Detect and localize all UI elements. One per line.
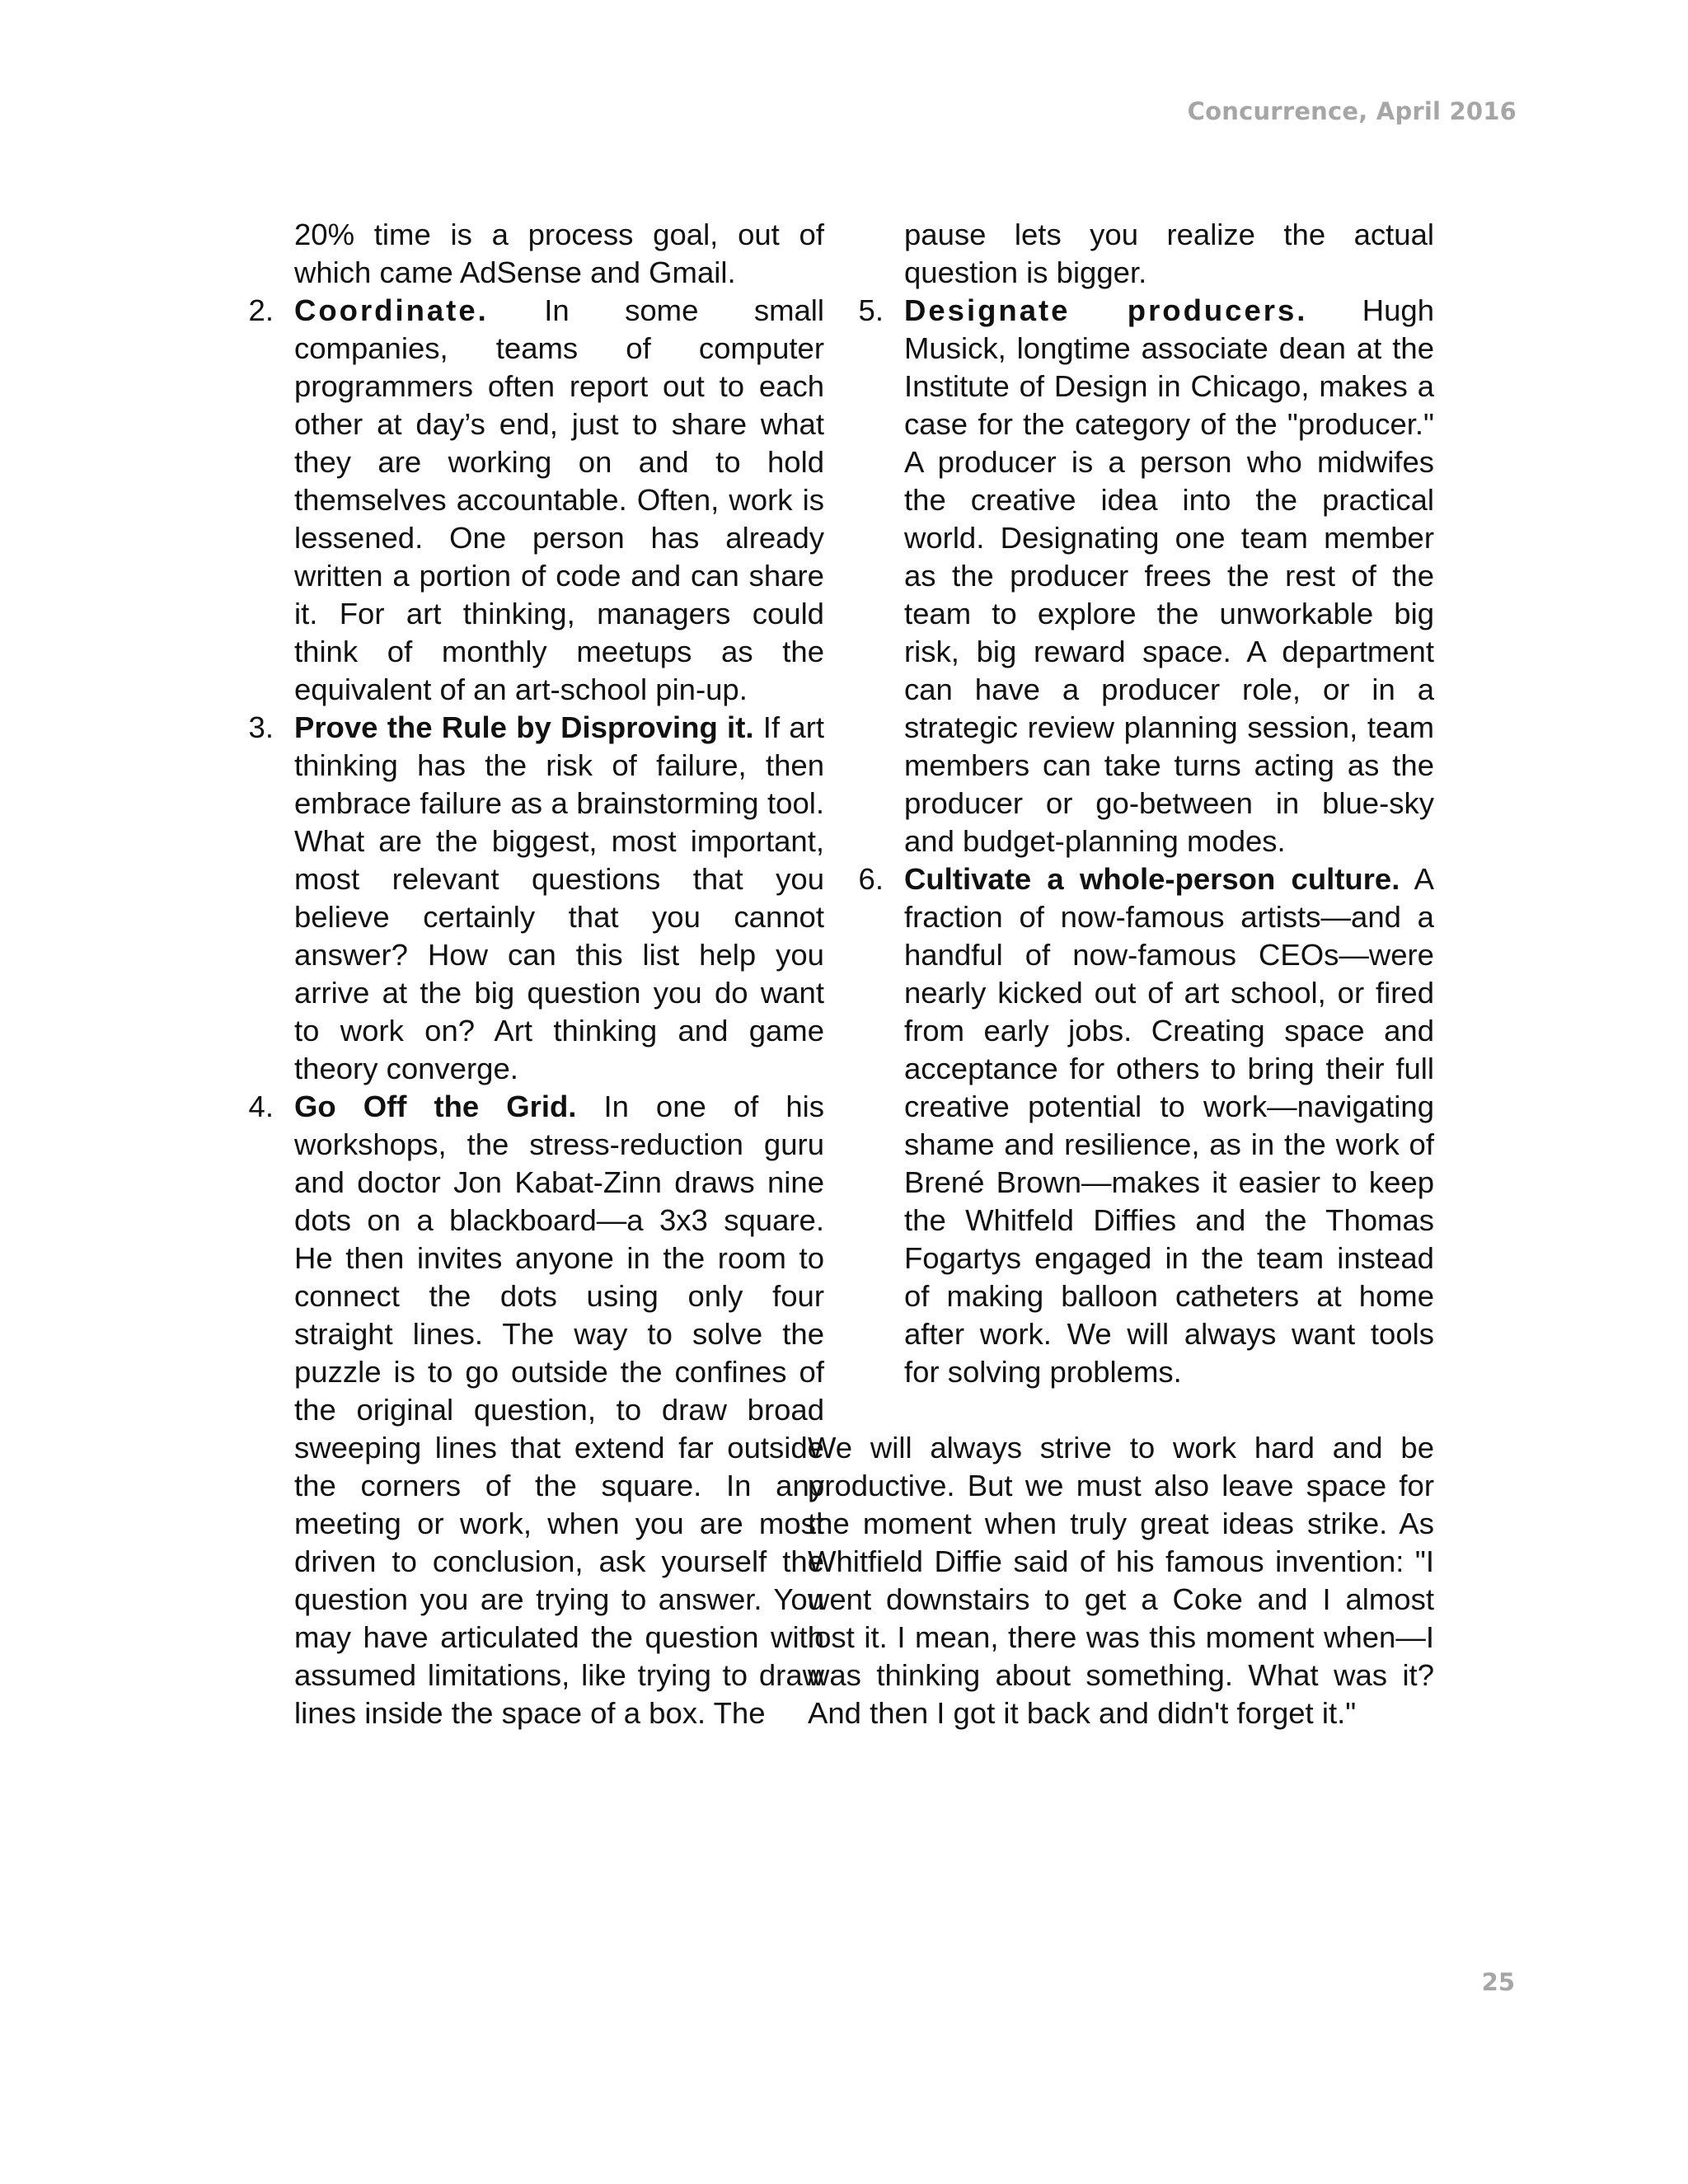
- list-item-3: [248, 709, 824, 1088]
- running-head: Concurrence, April 2016: [1187, 97, 1517, 125]
- item-heading: Go Off the Grid.: [294, 1090, 577, 1123]
- left-column: [248, 216, 824, 1732]
- item-body: Hugh Musick, longtime associate dean at the Institute of Design in Chicago, makes a case for the category of the "producer." A producer is a person who midwifes the creative idea into the practical world. Designating one team member as the producer frees the rest of the team to explore the unworkable big risk, big reward space. A department can have a producer role, or in a strategic review planning session, team members can take turns acting as the producer or go-between in blue-sky and budget-planning modes.: [904, 293, 1434, 858]
- list-number: 5.: [858, 293, 884, 327]
- list-number: 3.: [248, 710, 274, 744]
- item-body: A fraction of now-famous artists—and a handful of now-famous CEOs—were nearly kicked out of art school, or fired from early jobs. Creating space and acceptance for others to bring their full creative potential to work—navigating shame and resilience, as in the work of Brené Brown—makes it easier to keep the Whitfeld Diffies and the Thomas Fogartys engaged in the team instead of making balloon catheters at home after work. We will always want tools for solving problems.: [904, 862, 1434, 1389]
- list-number: 2.: [248, 293, 274, 327]
- list-number: 6.: [858, 862, 884, 896]
- item-heading: Designate producers.: [904, 293, 1308, 327]
- list-item-6: [858, 860, 1434, 1391]
- list-item-5: [858, 292, 1434, 860]
- continuation-paragraph: 20% time is a process goal, out of which came AdSense and Gmail.: [294, 218, 824, 289]
- closing-paragraph: We will always strive to work hard and be productive. But we must also leave space for the moment when truly great ideas strike. As Whitfield Diffie said of his famous invention: "I went downstairs to get a Coke and I almost lost it. I mean, there was this moment when—I was thinking about something. What was it? And then I got it back and didn't forget it.": [808, 1431, 1434, 1730]
- right-column: [808, 216, 1434, 1732]
- list-number: 4.: [248, 1090, 274, 1123]
- item-body: In some small companies, teams of computer programmers often report out to each other at day’s end, just to share what they are working on and to hold themselves accountable. Often, work is lessened. One person has already written a portion of code and can share it. For art thinking, managers could think of monthly meetups as the equivalent of an art-school pin-up.: [294, 293, 824, 706]
- page-number: 25: [1481, 1968, 1515, 1996]
- item-body: If art thinking has the risk of failure, then embrace failure as a brainstorming tool. What are the biggest, most important, most relevant questions that you believe certainly that you cannot answer? How can this list help you arrive at the big question you do want to work on? Art thinking and game theory converge.: [294, 710, 824, 1085]
- item-heading: Prove the Rule by Disproving it.: [294, 710, 754, 744]
- item-heading: Cultivate a whole-person culture.: [904, 862, 1400, 896]
- item-body: In one of his workshops, the stress-reduction guru and doctor Jon Kabat-Zinn draws nine dots on a blackboard—a 3x3 square. He then invites anyone in the room to connect the dots using only four straight lines. The way to solve the puzzle is to go outside the confines of the original question, to draw broad sweeping lines that extend far outside the corners of the square. In any meeting or work, when you are most driven to conclusion, ask yourself the question you are trying to answer. You may have articulated the question with assumed limitations, like trying to draw lines inside the space of a box. The: [294, 1090, 824, 1730]
- item-heading: Coordinate.: [294, 293, 489, 327]
- continuation-paragraph: pause lets you realize the actual question is bigger.: [904, 218, 1434, 289]
- list-item-2: [248, 292, 824, 709]
- list-item-4: [248, 1088, 824, 1732]
